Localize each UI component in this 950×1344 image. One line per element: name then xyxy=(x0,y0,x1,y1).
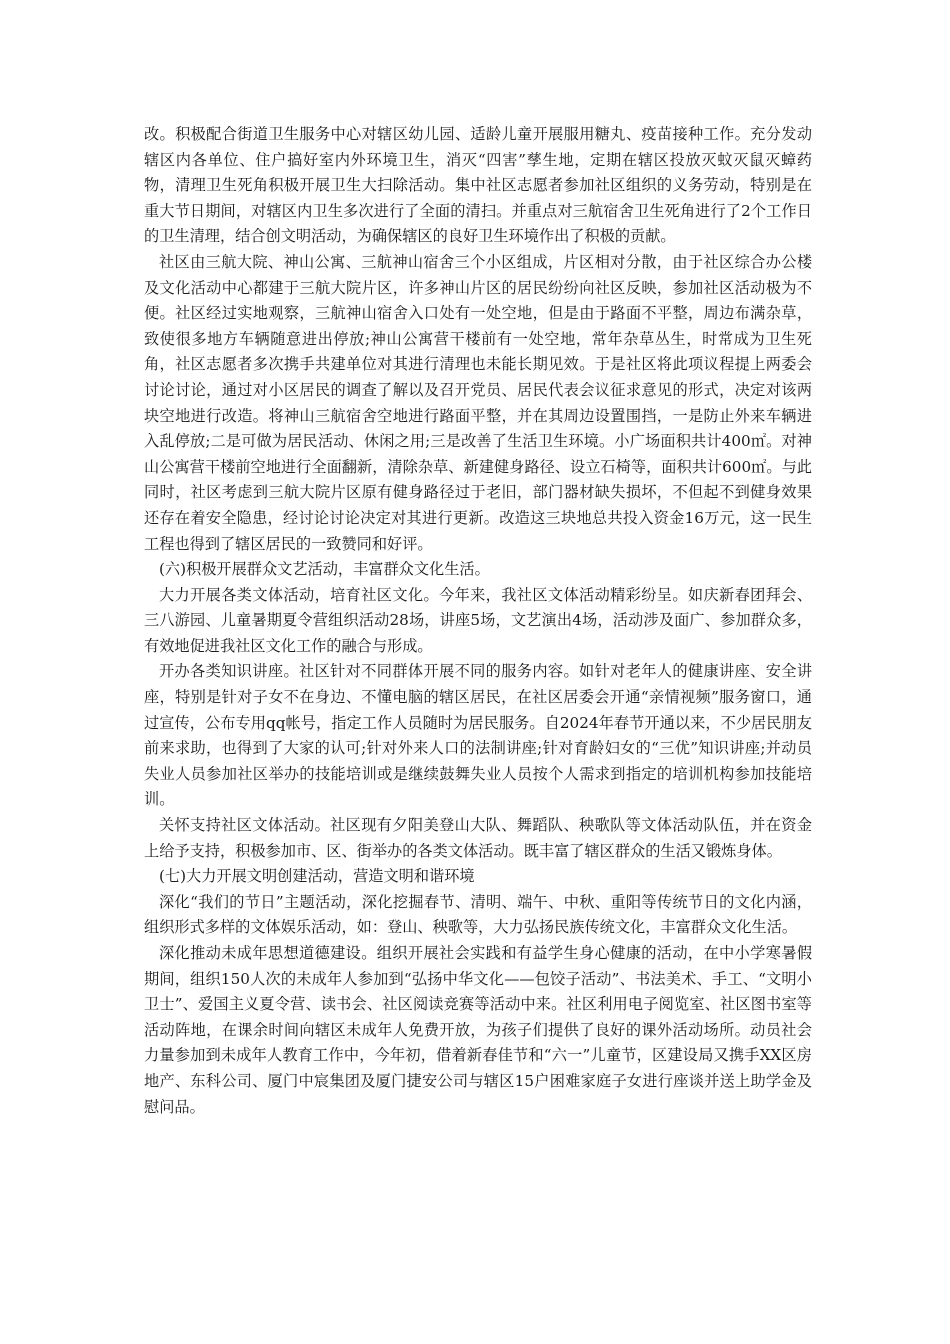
paragraph-our-festivals: 深化“我们的节日”主题活动，深化挖掘春节、清明、端午、中秋、重阳等传统节日的文化内涵，组织形式多样的文体娱乐活动，如：登山、秧歌等，大力弘扬民族传统文化，丰富群众文化生活。 xyxy=(144,892,812,937)
paragraph-cultural-activities: 大力开展各类文体活动，培育社区文化。今年来，我社区文体活动精彩纷呈。如庆新春团拜会、三八游园、儿童暑期夏令营组织活动28场，讲座5场，文艺演出4场，活动涉及面广、参加群众多，有效地促进我社区文化工作的融合与形成。 xyxy=(144,585,812,655)
section-heading-6: (六)积极开展群众文艺活动，丰富群众文化生活。 xyxy=(159,560,490,579)
paragraph-space-renovation: 社区由三航大院、神山公寓、三航神山宿舍三个小区组成，片区相对分散，由于社区综合办公楼及文化活动中心都建于三航大院片区，许多神山片区的居民纷纷向社区反映，参加社区活动极为不便。社区经过实地观察，三航神山宿舍入口处有一处空地，但是由于路面不平整，周边布满杂草，致使很多地方车辆随意进出停放;神山公寓营干楼前有一处空地，常年杂草丛生，时常成为卫生死角，社区志愿者多次携手共建单位对其进行清理也未能长期见效。于是社区将此项议程提上两委会讨论讨论，通过对小区居民的调查了解以及召开党员、居民代表会议征求意见的形式，决定对该两块空地进行改造。将神山三航宿舍空地进行路面平整，并在其周边设置围挡，一是防止外来车辆进入乱停放;二是可做为居民活动、休闲之用;三是改善了生活卫生环境。小广场面积共计400㎡。对神山公寓营干楼前空地进行全面翻新，清除杂草、新建健身路径、设立石椅等，面积共计600㎡。与此同时，社区考虑到三航大院片区原有健身路径过于老旧，部门器材缺失损坏，不但起不到健身效果还存在着安全隐患，经讨论讨论决定对其进行更新。改造这三块地总共投入资金16万元，这一民生工程也得到了辖区居民的一致赞同和好评。 xyxy=(144,252,812,553)
paragraph-hygiene-work: 改。积极配合街道卫生服务中心对辖区幼儿园、适龄儿童开展服用糖丸、疫苗接种工作。充分发动辖区内各单位、住户搞好室内外环境卫生，消灭“四害”孳生地，定期在辖区投放灭蚊灭鼠灭蟑药物，清理卫生死角积极开展卫生大扫除活动。集中社区志愿者参加社区组织的义务劳动，特别是在重大节日期间，对辖区内卫生多次进行了全面的清扫。并重点对三航宿舍卫生死角进行了2个工作日的卫生清理，结合创文明活动，为确保辖区的良好卫生环境作出了积极的贡献。 xyxy=(144,125,812,246)
section-heading-7: (七)大力开展文明创建活动，营造文明和谐环境 xyxy=(159,867,475,886)
document-page xyxy=(144,122,812,1120)
paragraph-knowledge-lectures: 开办各类知识讲座。社区针对不同群体开展不同的服务内容。如针对老年人的健康讲座、安全讲座，特别是针对子女不在身边、不懂电脑的辖区居民，在社区居委会开通“亲情视频”服务窗口，通过宣传，公布专用qq帐号，指定工作人员随时为居民服务。自2024年春节开通以来，不少居民朋友前来求助，也得到了大家的认可;针对外来人口的法制讲座;针对育龄妇女的“三优”知识讲座;并动员失业人员参加社区举办的技能培训或是继续鼓舞失业人员按个人需求到指定的培训机构参加技能培训。 xyxy=(144,662,812,809)
paragraph-minors-education: 深化推动未成年思想道德建设。组织开展社会实践和有益学生身心健康的活动，在中小学寒暑假期间，组织150人次的未成年人参加到“弘扬中华文化——包饺子活动”、书法美术、手工、“文明小卫士”、爱国主义夏令营、读书会、社区阅读竞赛等活动中来。社区利用电子阅览室、社区图书室等活动阵地，在课余时间向辖区未成年人免费开放，为孩子们提供了良好的课外活动场所。动员社会力量参加到未成年人教育工作中，今年初，借着新春佳节和“六一”儿童节，区建设局又携手XX区房地产、东科公司、厦门中宸集团及厦门捷安公司与辖区15户困难家庭子女进行座谈并送上助学金及慰问品。 xyxy=(144,944,812,1116)
paragraph-support-activities: 关怀支持社区文体活动。社区现有夕阳美登山大队、舞蹈队、秧歌队等文体活动队伍，并在资金上给予支持，积极参加市、区、街举办的各类文体活动。既丰富了辖区群众的生活又锻炼身体。 xyxy=(144,816,812,860)
